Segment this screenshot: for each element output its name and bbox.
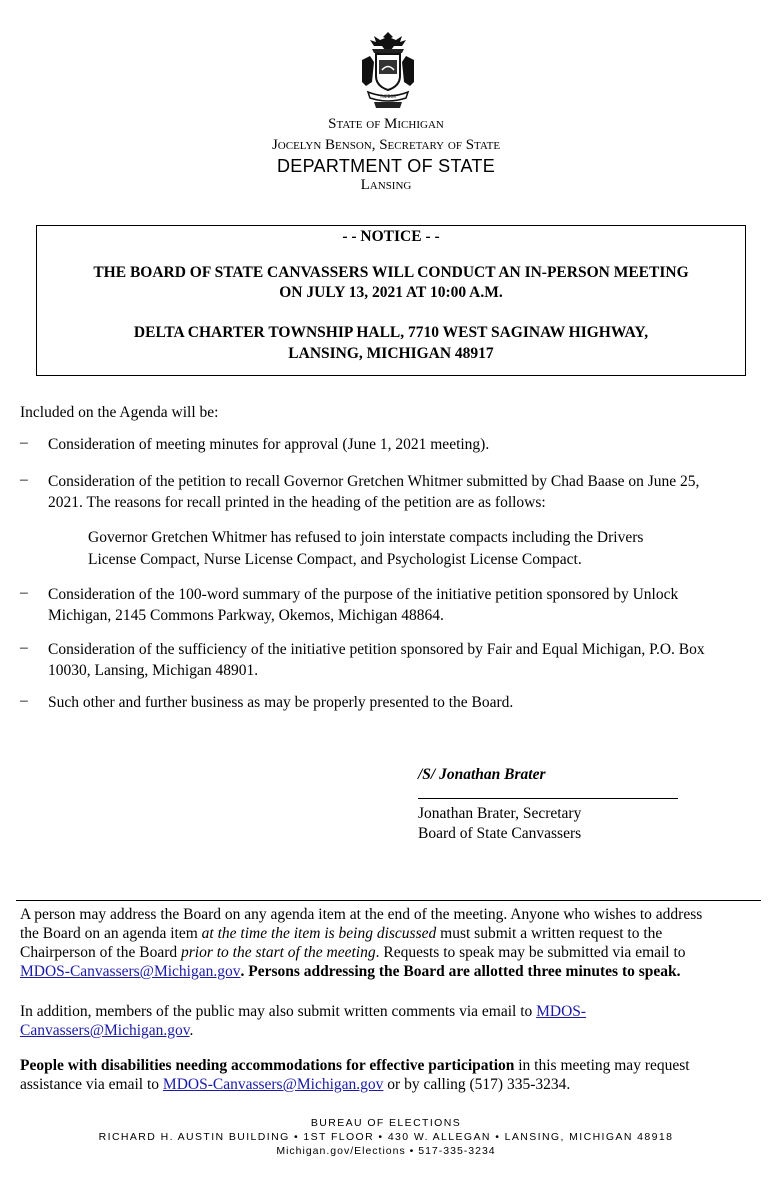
footer-line: A person may address the Board on any agenda item at the end of the meeting. Anyone who wishes to address (20, 906, 703, 923)
footer-text: In addition, members of the public may also submit written comments via email to (20, 1003, 537, 1020)
footer-line (20, 962, 750, 981)
footer-bold: People with disabilities needing accommodations for effective participation (20, 1057, 515, 1074)
notice-line-4: LANSING, MICHIGAN 48917 (288, 345, 494, 362)
notice-line-2: ON JULY 13, 2021 AT 10:00 A.M. (279, 284, 503, 301)
footer-line (20, 1075, 750, 1094)
bureau-web: Michigan.gov/Elections • 517-335-3234 (276, 1145, 496, 1157)
footer-text: Chairperson of the Board (20, 944, 181, 961)
michigan-seal-icon (352, 30, 424, 112)
notice-line-1: THE BOARD OF STATE CANVASSERS WILL CONDUCT AN IN-PERSON MEETING (93, 264, 689, 281)
list-bullet: – (20, 434, 28, 451)
signature-line (418, 798, 678, 799)
footer-written-comments (20, 1002, 750, 1040)
quote-line-1: Governor Gretchen Whitmer has refused to join interstate compacts including the Drivers (88, 529, 644, 546)
footer-accessibility (20, 1056, 750, 1094)
footer-line (20, 924, 750, 943)
agenda-intro: Included on the Agenda will be: (20, 404, 219, 421)
list-bullet: – (20, 639, 28, 656)
email-link[interactable]: Canvassers@Michigan.gov (20, 1022, 190, 1039)
agenda-item-summary (48, 584, 748, 626)
footer-line (20, 1002, 750, 1021)
header-secretary: Jocelyn Benson, Secretary of State (271, 137, 501, 153)
footer-text: . Requests to speak may be submitted via email to (375, 944, 686, 961)
notice-title: - - NOTICE - - (342, 228, 440, 245)
footer-public-comment (20, 905, 750, 981)
list-bullet: – (20, 471, 28, 488)
notice-box (36, 225, 746, 376)
agenda-item-recall-line-2: 2021. The reasons for recall printed in the heading of the petition are as follows: (48, 494, 546, 511)
agenda-item-minutes: Consideration of meeting minutes for approval (June 1, 2021 meeting). (48, 436, 490, 453)
divider (16, 900, 761, 901)
footer-text: must submit a written request to the (436, 925, 663, 942)
agenda-item-recall (48, 471, 748, 513)
signature-name: Jonathan Brater, Secretary (418, 805, 582, 822)
footer-text: the Board on an agenda item (20, 925, 202, 942)
agenda-item-summary-line-1: Consideration of the 100-word summary of the purpose of the initiative petition sponsored by Unlock (48, 586, 679, 603)
header-department: DEPARTMENT OF STATE (276, 156, 496, 176)
signature-signed: /S/ Jonathan Brater (418, 766, 546, 783)
bureau-name: BUREAU OF ELECTIONS (310, 1117, 462, 1129)
footer-emphasis: at the time the item is being discussed (201, 925, 437, 942)
list-bullet: – (20, 692, 28, 709)
recall-reason-quote (88, 527, 728, 571)
footer-text: in this meeting may request (514, 1057, 690, 1074)
footer-line (20, 943, 750, 962)
footer-line (20, 1056, 750, 1075)
email-link[interactable]: MDOS- (536, 1003, 587, 1020)
email-link[interactable]: MDOS-Canvassers@Michigan.gov (20, 963, 241, 980)
notice-line-3: DELTA CHARTER TOWNSHIP HALL, 7710 WEST SAGINAW HIGHWAY, (133, 324, 649, 341)
agenda-item-recall-line-1: Consideration of the petition to recall Governor Gretchen Whitmer submitted by Chad Baase on June 25, (48, 473, 700, 490)
footer-text: or by calling (517) 335-3234. (383, 1076, 571, 1093)
footer-emphasis: prior to the start of the meeting (181, 944, 376, 961)
footer-bold: . Persons addressing the Board are allotted three minutes to speak. (240, 963, 681, 980)
agenda-item-sufficiency-line-2: 10030, Lansing, Michigan 48901. (48, 662, 259, 679)
agenda-item-sufficiency (48, 639, 748, 681)
header-state: State of Michigan (328, 116, 444, 132)
header-city: Lansing (360, 177, 412, 193)
footer-text: . (189, 1022, 194, 1039)
agenda-item-sufficiency-line-1: Consideration of the sufficiency of the initiative petition sponsored by Fair and Equal Michigan, P.O. Box (48, 641, 705, 658)
notice-location (37, 322, 745, 364)
agenda-item-other: Such other and further business as may be properly presented to the Board. (48, 694, 514, 711)
notice-meeting (37, 263, 745, 303)
seal-motto: TUEBOR (379, 94, 397, 99)
footer-text: assistance via email to (20, 1076, 163, 1093)
signature-title: Board of State Canvassers (418, 825, 582, 842)
agenda-item-summary-line-2: Michigan, 2145 Commons Parkway, Okemos, Michigan 48864. (48, 607, 444, 624)
footer-line (20, 1021, 750, 1040)
email-link[interactable]: MDOS-Canvassers@Michigan.gov (162, 1076, 384, 1093)
quote-line-2: License Compact, Nurse License Compact, and Psychologist License Compact. (88, 551, 582, 568)
list-bullet: – (20, 584, 28, 601)
bureau-address: RICHARD H. AUSTIN BUILDING • 1ST FLOOR • 430 W. ALLEGAN • LANSING, MICHIGAN 48918 (98, 1131, 674, 1143)
